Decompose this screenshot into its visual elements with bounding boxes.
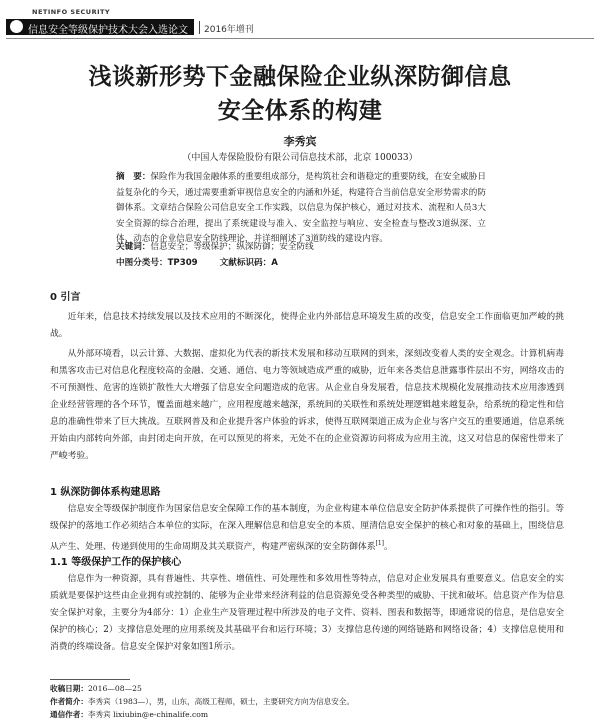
header-rule [6, 38, 594, 39]
paper-title-line-1: 浅谈新形势下金融保险企业纵深防御信息 [88, 64, 512, 90]
header-divider [199, 21, 200, 34]
bio-text: 李秀宾（1983—），男，山东，高级工程师，硕士，主要研究方向为信息安全。 [87, 697, 355, 706]
received-label: 收稿日期： [50, 684, 88, 693]
keywords-label: 关键词： [116, 242, 151, 252]
abstract [116, 170, 486, 248]
document-code: 文献标识码：A [219, 258, 278, 268]
section-heading-1: 1 纵深防御体系构建思路 [50, 487, 161, 498]
paragraph-intro-2: 从外部环境看，以云计算、大数据、虚拟化为代表的新技术发展和移动互联网的到来，深刻改变着人类的安全观念。计算机病毒和黑客攻击已对信息化程度较高的金融、交通、通信、电力等领域造成严重的威胁，近年来各类信息泄露事件层出不穷，网络攻击的不可预测性、危害的连锁扩散性大大增强了信息安全问题造成的危害。从企业自身发展看，信息技术规模化发展推动技术应用渗透到企业经营管理的各个环节，覆盖面越来越广，应用程度越来越深，系统间的关联性和系统处理逻辑越来越复杂，给系统的稳定性和信息的准确性带来了巨大挑战。互联网普及和企业提升客户体验的诉求，使得互联网渠道正成为企业与客户交互的重要通道，信息系统开始由内部转向外部，由封闭走向开放，在可以预见的将来，无处不在的企业资源访问将成为应用主流，这又对信息的保密性带来了严峻考验。 [50, 349, 564, 461]
footnote-rule [50, 679, 130, 680]
paragraph-section-1-end: 。 [384, 541, 393, 552]
journal-logo-icon [10, 20, 23, 33]
keywords-text: 信息安全；等级保护；纵深防御；安全防线 [150, 242, 314, 252]
section-heading-1-1: 1.1 等级保护工作的保护核心 [50, 557, 182, 568]
contact-text: 李秀宾 lixiubin@e-chinalife.com [87, 710, 209, 719]
footnote-received [50, 683, 564, 695]
citation-ref: [1] [375, 540, 384, 547]
received-date: 2016—08—25 [87, 684, 142, 693]
contact-label: 通信作者： [50, 710, 88, 719]
journal-header [6, 5, 594, 39]
paragraph-section-1 [50, 501, 564, 556]
classification [116, 256, 496, 268]
paper-title [0, 60, 600, 128]
abstract-label: 摘 要： [116, 172, 151, 182]
paragraph-section-1-1: 信息作为一种资源，具有普遍性、共享性、增值性、可处理性和多效用性等特点，信息对企业发展具有重要意义。信息安全的实质就是要保护这些由企业拥有或控制的、能够为企业带来经济利益的信息资源免受各种类型的威胁、干扰和破坏。信息资产作为信息安全保护对象，主要分为4部分：1）企业生产及管理过程中所涉及的电子文件、资料、图表和数据等，即通常说的信息，是信息安全保护的核心；2）支撑信息处理的应用系统及其基础平台和运行环境；3）支撑信息传递的网络链路和网络设备；4）支撑信息使用和消费的终端设备。信息安全保护对象如图1所示。 [50, 574, 564, 652]
keywords [116, 240, 496, 252]
author-name: 李秀宾 [283, 135, 317, 148]
paper-title-line-2: 安全体系的构建 [217, 98, 383, 124]
clc-number: 中图分类号：TP309 [116, 258, 198, 268]
abstract-text: 保险作为我国金融体系的重要组成部分，是构筑社会和谐稳定的重要防线，在安全威胁日益复杂化的今天，通过需要重新审视信息安全的内涵和外延，构建符合当前信息安全形势需求的防御体系。文章结合保险公司信息安全工作实践，以信息为保护核心，通过对技术、流程和人员3大安全资源的综合治理，提出了系统建设与准入、安全监控与响应、安全检查与整改3道纵深、立体、动态的企业信息安全防线理论，并详细阐述了3道防线的建设内容。 [116, 172, 486, 244]
paragraph-intro-1: 近年来，信息技术持续发展以及技术应用的不断深化，使得企业内外部信息环境发生质的改变，信息安全工作面临更加严峻的挑战。 [50, 312, 564, 339]
journal-section-name: 信息安全等级保护技术大会入选论文 [28, 25, 188, 36]
bio-label: 作者简介： [50, 697, 88, 706]
journal-issue: 2016年增刊 [204, 25, 254, 35]
section-heading-intro: 0 引言 [50, 292, 81, 303]
footnote-contact [50, 709, 564, 721]
author-affiliation: （中国人寿保险股份有限公司信息技术部，北京 100033） [182, 153, 418, 163]
paragraph-section-1-text: 信息安全等级保护制度作为国家信息安全保障工作的基本制度，为企业构建本单位信息安全防护体系提供了可操作性的指引。等级保护的落地工作必须结合本单位的实际，在深入理解信息和信息安全的本质、厘清信息安全保护的核心和对象的基础上，围绕信息从产生、处理、传递到使用的生命周期及其关联资产，构建严密纵深的安全防御体系 [50, 504, 564, 552]
journal-banner [6, 19, 194, 35]
footnote-bio [50, 696, 564, 708]
journal-english-name: NETINFO SECURITY [32, 8, 111, 16]
